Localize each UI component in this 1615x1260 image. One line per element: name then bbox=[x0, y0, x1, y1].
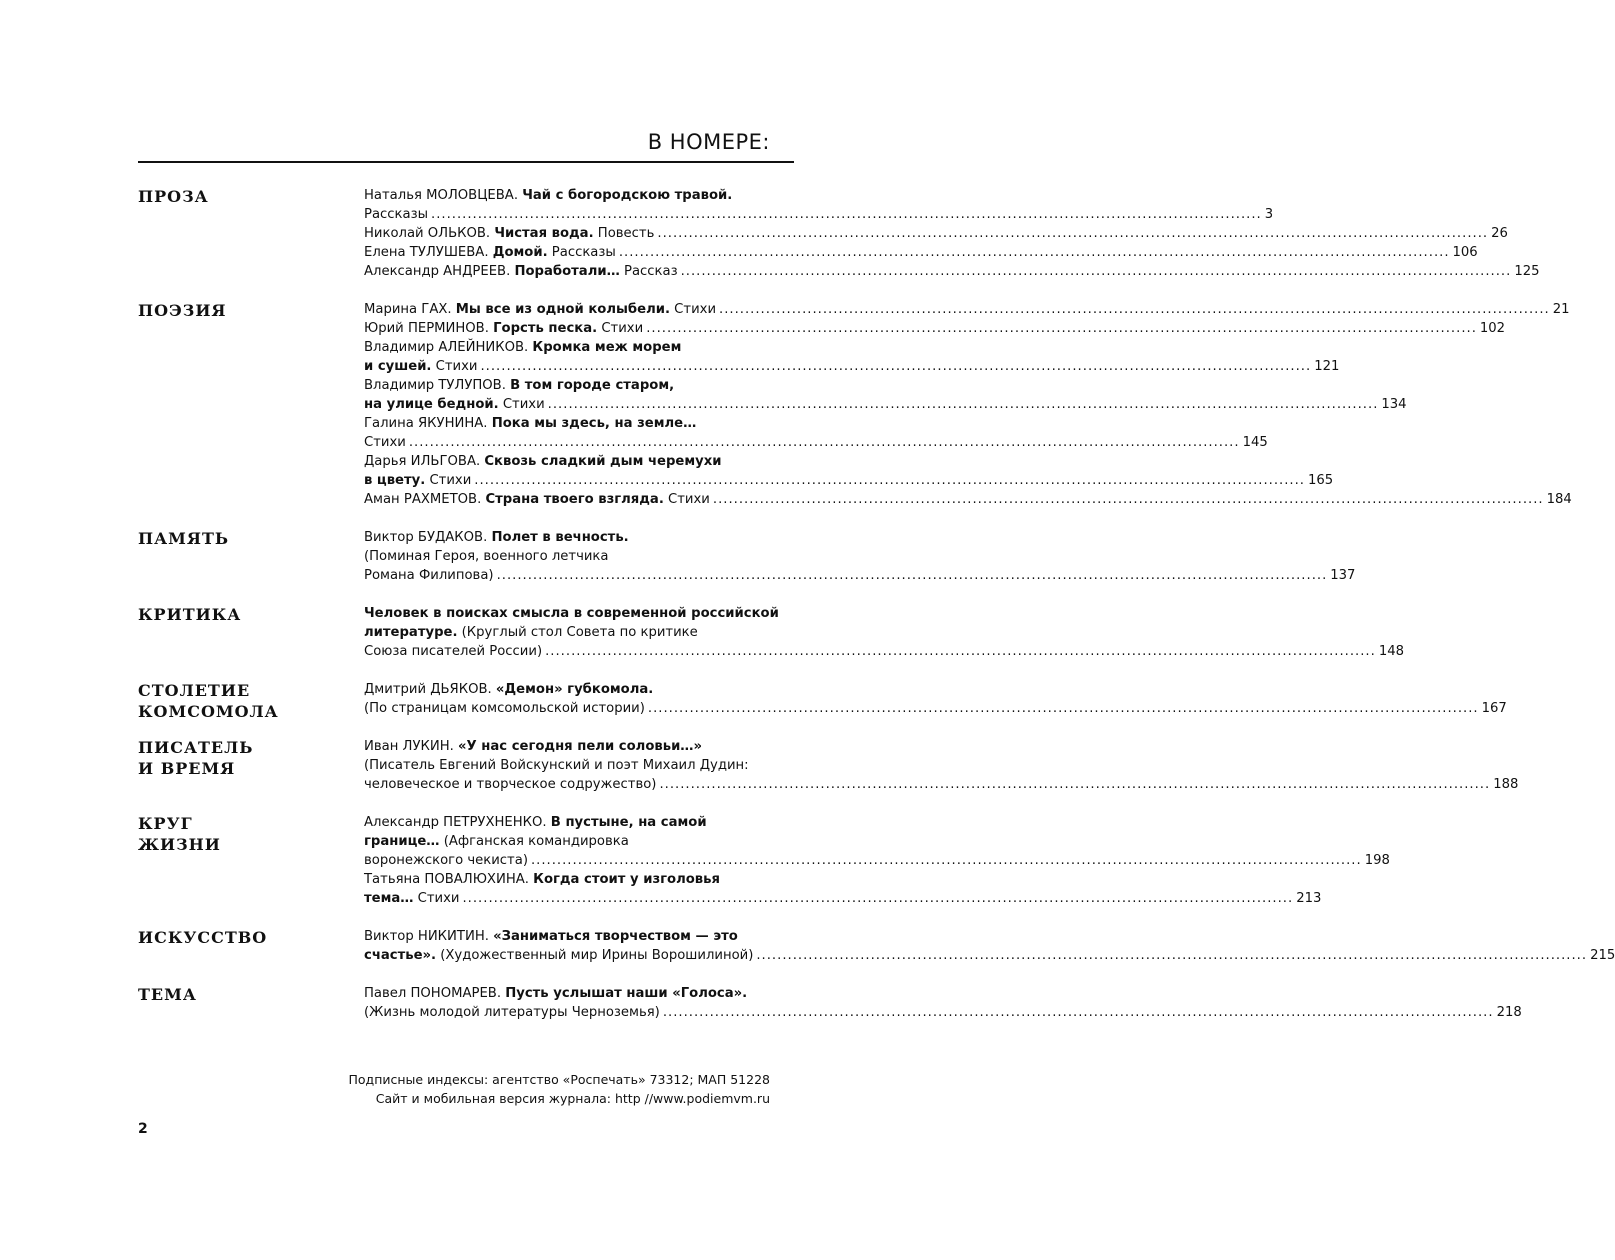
page-ref: 213 bbox=[1296, 891, 1322, 906]
toc-line bbox=[364, 737, 770, 756]
entry-text-part: Владимир ТУЛУПОВ. bbox=[364, 378, 511, 393]
dot-leader bbox=[716, 300, 1553, 319]
entry-title: В пустыне, на самой bbox=[550, 815, 707, 830]
toc-line bbox=[364, 243, 1478, 262]
page-ref: 26 bbox=[1491, 226, 1508, 241]
entry-text-part: Иван ЛУКИН. bbox=[364, 739, 459, 754]
dot-leader bbox=[406, 433, 1243, 452]
entry-text-part: Александр ПЕТРУХНЕНКО. bbox=[364, 815, 551, 830]
subscription-info: Подписные индексы: агентство «Роспечать» 73312; МАП 51228 bbox=[348, 1072, 770, 1087]
entry-text-part: Павел ПОНОМАРЕВ. bbox=[364, 986, 506, 1001]
page-ref: 184 bbox=[1546, 492, 1572, 507]
page-ref: 188 bbox=[1493, 777, 1519, 792]
page-ref: 134 bbox=[1381, 397, 1407, 412]
entry-text bbox=[364, 870, 720, 889]
toc-line bbox=[364, 642, 1404, 661]
toc-line bbox=[364, 319, 1506, 338]
entry-text bbox=[364, 300, 716, 319]
entry-text-part: Стихи bbox=[669, 302, 717, 317]
toc-line bbox=[364, 680, 770, 699]
dot-leader bbox=[753, 946, 1590, 965]
entry-text bbox=[364, 395, 545, 414]
toc-line bbox=[364, 699, 1507, 718]
page-ref: 3 bbox=[1264, 207, 1274, 222]
dot-leader bbox=[477, 357, 1314, 376]
toc-line bbox=[364, 490, 1572, 509]
section-label: СТОЛЕТИЕ КОМСОМОЛА bbox=[138, 681, 279, 721]
dot-leader bbox=[645, 699, 1482, 718]
dot-leader bbox=[656, 775, 1493, 794]
dot-leader bbox=[494, 566, 1331, 585]
entry-text bbox=[364, 604, 779, 623]
page-ref: 137 bbox=[1330, 568, 1356, 583]
entry-text bbox=[364, 1003, 660, 1022]
toc-line bbox=[364, 471, 1334, 490]
dot-leader bbox=[678, 262, 1515, 281]
entry-text-part: (Жизнь молодой литературы Черноземья) bbox=[364, 1005, 660, 1020]
toc-line bbox=[364, 528, 770, 547]
page-ref: 125 bbox=[1514, 264, 1540, 279]
entry-text bbox=[364, 224, 654, 243]
entry-text-part: Николай ОЛЬКОВ. bbox=[364, 226, 495, 241]
page-ref: 106 bbox=[1452, 245, 1478, 260]
entry-title: счастье». bbox=[364, 948, 437, 963]
section-label: ПОЭЗИЯ bbox=[138, 301, 227, 320]
page-ref: 198 bbox=[1364, 853, 1390, 868]
entry-title: «Демон» губкомола. bbox=[495, 682, 654, 697]
page-ref: 218 bbox=[1496, 1005, 1522, 1020]
entry-text-part: Стихи bbox=[364, 435, 406, 450]
entry-text bbox=[364, 528, 629, 547]
toc-line bbox=[364, 376, 770, 395]
entry-text bbox=[364, 319, 643, 338]
entry-text-part: Романа Филипова) bbox=[364, 568, 494, 583]
entry-text bbox=[364, 737, 702, 756]
entry-title: Горсть песка. bbox=[493, 321, 598, 336]
entry-text-part: Елена ТУЛУШЕВА. bbox=[364, 245, 493, 260]
section-label: ПИСАТЕЛЬ И ВРЕМЯ bbox=[138, 738, 254, 778]
entry-text-part: Дмитрий ДЬЯКОВ. bbox=[364, 682, 496, 697]
section-label: ТЕМА bbox=[138, 985, 197, 1004]
toc-line bbox=[364, 205, 1274, 224]
section-entries bbox=[364, 528, 1356, 585]
dot-leader bbox=[542, 642, 1379, 661]
toc-line bbox=[364, 433, 1268, 452]
toc-line bbox=[364, 851, 1390, 870]
toc-line bbox=[364, 984, 770, 1003]
entry-text-part: (По страницам комсомольской истории) bbox=[364, 701, 645, 716]
dot-leader bbox=[545, 395, 1382, 414]
entry-text bbox=[364, 813, 707, 832]
toc-line bbox=[364, 357, 1340, 376]
toc-line bbox=[364, 1003, 1522, 1022]
entry-text-part: (Писатель Евгений Войскунский и поэт Михаил Дудин: bbox=[364, 758, 749, 773]
entry-text bbox=[364, 547, 608, 566]
entry-text bbox=[364, 946, 753, 965]
entry-text bbox=[364, 984, 747, 1003]
section-entries bbox=[364, 186, 1540, 281]
entry-text-part: Виктор НИКИТИН. bbox=[364, 929, 494, 944]
page-number: 2 bbox=[138, 1121, 148, 1137]
section-entries bbox=[364, 680, 1507, 718]
entry-text-part: Стихи bbox=[597, 321, 644, 336]
toc-line bbox=[364, 832, 770, 851]
dot-leader bbox=[643, 319, 1480, 338]
entry-title: Человек в поисках смысла в современной российской bbox=[364, 606, 779, 621]
entry-title: Кромка меж морем bbox=[532, 340, 682, 355]
entry-text bbox=[364, 433, 406, 452]
entry-title: на улице бедной. bbox=[364, 397, 499, 412]
entry-text bbox=[364, 566, 494, 585]
entry-text-part: Аман РАХМЕТОВ. bbox=[364, 492, 486, 507]
entry-text-part: Александр АНДРЕЕВ. bbox=[364, 264, 515, 279]
entry-title: Чистая вода. bbox=[494, 226, 594, 241]
entry-text bbox=[364, 471, 471, 490]
entry-text bbox=[364, 338, 681, 357]
entry-text-part: Виктор БУДАКОВ. bbox=[364, 530, 492, 545]
entry-text bbox=[364, 205, 428, 224]
section-entries bbox=[364, 604, 1404, 661]
entry-text-part: (Поминая Героя, военного летчика bbox=[364, 549, 609, 564]
section-entries bbox=[364, 927, 1615, 965]
toc-line bbox=[364, 604, 779, 623]
entry-title: «У нас сегодня пели соловьи…» bbox=[458, 739, 703, 754]
entry-text bbox=[364, 927, 738, 946]
entry-text-part: Рассказы bbox=[364, 207, 429, 222]
entry-text-part: воронежского чекиста) bbox=[364, 853, 528, 868]
entry-text bbox=[364, 186, 732, 205]
section-label: ПРОЗА bbox=[138, 187, 209, 206]
toc-line bbox=[364, 395, 1407, 414]
toc-line bbox=[364, 813, 770, 832]
toc-line bbox=[364, 224, 1508, 243]
entry-text bbox=[364, 490, 710, 509]
entry-text bbox=[364, 357, 477, 376]
entry-title: и сушей. bbox=[364, 359, 432, 374]
dot-leader bbox=[428, 205, 1265, 224]
entry-text-part: Стихи bbox=[498, 397, 545, 412]
dot-leader bbox=[616, 243, 1453, 262]
dot-leader bbox=[528, 851, 1365, 870]
section-entries bbox=[364, 300, 1572, 509]
toc-line bbox=[364, 566, 1356, 585]
entry-text-part: Юрий ПЕРМИНОВ. bbox=[364, 321, 494, 336]
entry-text bbox=[364, 262, 678, 281]
dot-leader bbox=[471, 471, 1308, 490]
entry-title: границе… bbox=[364, 834, 440, 849]
toc-line bbox=[364, 186, 770, 205]
page-ref: 167 bbox=[1481, 701, 1507, 716]
entry-text-part: Рассказы bbox=[547, 245, 616, 260]
entry-text-part: Рассказ bbox=[619, 264, 678, 279]
entry-text-part: Наталья МОЛОВЦЕВА. bbox=[364, 188, 523, 203]
entry-text-part: Стихи bbox=[431, 359, 478, 374]
section-label: ПАМЯТЬ bbox=[138, 529, 230, 548]
entry-text bbox=[364, 851, 528, 870]
entry-text bbox=[364, 452, 721, 471]
entry-text bbox=[364, 680, 653, 699]
footer bbox=[349, 1070, 771, 1108]
entry-title: Поработали… bbox=[514, 264, 620, 279]
toc-line bbox=[364, 623, 770, 642]
toc-line bbox=[364, 338, 770, 357]
entry-title: в цвету. bbox=[364, 473, 426, 488]
entry-text-part: Союза писателей России) bbox=[364, 644, 543, 659]
entry-text bbox=[364, 243, 616, 262]
section-entries bbox=[364, 984, 1522, 1022]
entry-title: «Заниматься творчеством — это bbox=[493, 929, 738, 944]
toc-line bbox=[364, 414, 770, 433]
entry-text bbox=[364, 642, 542, 661]
section-entries bbox=[364, 813, 1390, 908]
section-label: ИСКУССТВО bbox=[138, 928, 268, 947]
entry-text-part: Владимир АЛЕЙНИКОВ. bbox=[364, 340, 533, 355]
entry-title: Когда стоит у изголовья bbox=[533, 872, 720, 887]
entry-title: Полет в вечность. bbox=[491, 530, 629, 545]
section-entries bbox=[364, 737, 1519, 794]
dot-leader bbox=[654, 224, 1491, 243]
entry-text-part: человеческое и творческое содружество) bbox=[364, 777, 657, 792]
entry-text-part: (Круглый стол Совета по критике bbox=[457, 625, 698, 640]
entry-text-part: Стихи bbox=[663, 492, 710, 507]
entry-title: Чай с богородскою травой. bbox=[522, 188, 733, 203]
page-ref: 215 bbox=[1590, 948, 1615, 963]
toc-line bbox=[364, 927, 770, 946]
toc-line bbox=[364, 756, 770, 775]
toc-line bbox=[364, 547, 770, 566]
section-label: КРИТИКА bbox=[138, 605, 242, 624]
entry-text-part: (Афганская командировка bbox=[439, 834, 629, 849]
dot-leader bbox=[710, 490, 1547, 509]
entry-text-part: Галина ЯКУНИНА. bbox=[364, 416, 492, 431]
entry-text bbox=[364, 756, 749, 775]
entry-text-part: Стихи bbox=[425, 473, 472, 488]
entry-text-part: Марина ГАХ. bbox=[364, 302, 456, 317]
entry-text-part: Дарья ИЛЬГОВА. bbox=[364, 454, 485, 469]
entry-text bbox=[364, 376, 674, 395]
entry-text bbox=[364, 775, 656, 794]
entry-text bbox=[364, 832, 629, 851]
toc-line bbox=[364, 889, 1322, 908]
page-ref: 21 bbox=[1552, 302, 1570, 317]
entry-title: Пусть услышат наши «Голоса». bbox=[505, 986, 748, 1001]
page-ref: 148 bbox=[1378, 644, 1404, 659]
page-ref: 145 bbox=[1242, 435, 1268, 450]
toc-line bbox=[364, 262, 1540, 281]
page-ref: 102 bbox=[1479, 321, 1506, 336]
toc-line bbox=[364, 946, 1615, 965]
entry-text bbox=[364, 889, 459, 908]
entry-text-part: Стихи bbox=[413, 891, 460, 906]
entry-title: Мы все из одной колыбели. bbox=[455, 302, 670, 317]
contents-header: В НОМЕРЕ: bbox=[647, 130, 770, 154]
entry-title: Пока мы здесь, на земле… bbox=[491, 416, 697, 431]
entry-text bbox=[364, 699, 645, 718]
dot-leader bbox=[459, 889, 1296, 908]
toc-line bbox=[364, 452, 770, 471]
entry-text-part: Повесть bbox=[593, 226, 655, 241]
entry-title: литературе. bbox=[364, 625, 458, 640]
website-info: Сайт и мобильная версия журнала: http //www.podiemvm.ru bbox=[375, 1091, 770, 1106]
entry-text bbox=[364, 414, 696, 433]
toc-line bbox=[364, 300, 1570, 319]
toc-line bbox=[364, 870, 770, 889]
entry-title: Домой. bbox=[492, 245, 548, 260]
section-label: КРУГ ЖИЗНИ bbox=[138, 814, 221, 854]
entry-title: Сквозь сладкий дым черемухи bbox=[484, 454, 722, 469]
entry-title: В том городе старом, bbox=[510, 378, 675, 393]
toc-line bbox=[364, 775, 1519, 794]
entry-title: Страна твоего взгляда. bbox=[485, 492, 664, 507]
entry-text-part: (Художественный мир Ирины Ворошилиной) bbox=[436, 948, 754, 963]
page-ref: 165 bbox=[1308, 473, 1334, 488]
page-ref: 121 bbox=[1314, 359, 1340, 374]
dot-leader bbox=[660, 1003, 1497, 1022]
entry-text-part: Татьяна ПОВАЛЮХИНА. bbox=[364, 872, 534, 887]
entry-text bbox=[364, 623, 698, 642]
entry-title: тема… bbox=[364, 891, 414, 906]
